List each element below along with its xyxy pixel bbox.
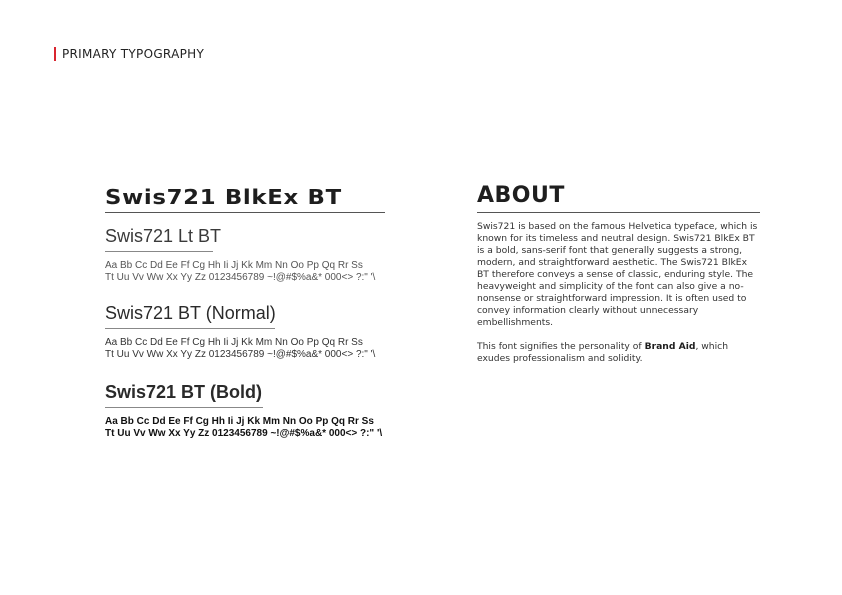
about-body xyxy=(477,221,761,365)
about-title: ABOUT xyxy=(477,183,565,208)
title-divider xyxy=(105,212,385,213)
about-paragraph-2-suffix: , which exudes professionalism and solidity. xyxy=(477,341,729,364)
font-showcase xyxy=(105,184,415,440)
section-header xyxy=(54,47,204,61)
sample-line-2: Tt Uu Vv Ww Xx Yy Zz 0123456789 ~!@#$%a&* 000<> ?:" '\ xyxy=(105,272,376,283)
style-divider xyxy=(105,328,275,329)
about-section xyxy=(477,182,761,365)
sample-line-1: Aa Bb Cc Dd Ee Ff Cg Hh Ii Jj Kk Mm Nn Oo Pp Qq Rr Ss xyxy=(105,260,363,271)
font-family-title: Swis721 BlkEx BT xyxy=(105,185,342,209)
section-title: PRIMARY TYPOGRAPHY xyxy=(62,47,205,61)
font-style-normal xyxy=(105,302,415,361)
sample-line-2: Tt Uu Vv Ww Xx Yy Zz 0123456789 ~!@#$%a&* 000<> ?:" '\ xyxy=(105,349,376,360)
about-paragraph-2-prefix: This font signifies the personality of xyxy=(477,341,645,352)
font-style-bold xyxy=(105,381,415,440)
font-style-light xyxy=(105,225,415,284)
about-paragraph-2 xyxy=(477,341,761,365)
style-divider xyxy=(105,251,213,252)
sample-line-2: Tt Uu Vv Ww Xx Yy Zz 0123456789 ~!@#$%a&* 000<> ?:" '\ xyxy=(105,428,383,439)
font-style-name: Swis721 BT (Bold) xyxy=(105,382,263,402)
accent-bar xyxy=(54,47,56,61)
sample-line-1: Aa Bb Cc Dd Ee Ff Cg Hh Ii Jj Kk Mm Nn Oo Pp Qq Rr Ss xyxy=(105,337,363,348)
font-style-name: Swis721 BT (Normal) xyxy=(105,303,276,323)
brand-name: Brand Aid xyxy=(644,341,696,352)
about-divider xyxy=(477,212,760,213)
sample-line-1: Aa Bb Cc Dd Ee Ff Cg Hh Ii Jj Kk Mm Nn Oo Pp Qq Rr Ss xyxy=(105,416,374,427)
about-paragraph-1: Swis721 is based on the famous Helvetica typeface, which is known for its timeless and neutral design. Swis721 BlkEx BT is a bold, sans-serif font that generally suggests a strong, modern, and straightforward aesthetic. The Swis721 BlkEx BT therefore conveys a sense of classic, enduring style. The heavyweight and simplicity of the font can also give a no-nonsense or straightforward impression. It is often used to convey information clearly without unnecessary embellishments. xyxy=(477,221,758,328)
style-divider xyxy=(105,407,263,408)
font-style-name: Swis721 Lt BT xyxy=(105,226,222,246)
